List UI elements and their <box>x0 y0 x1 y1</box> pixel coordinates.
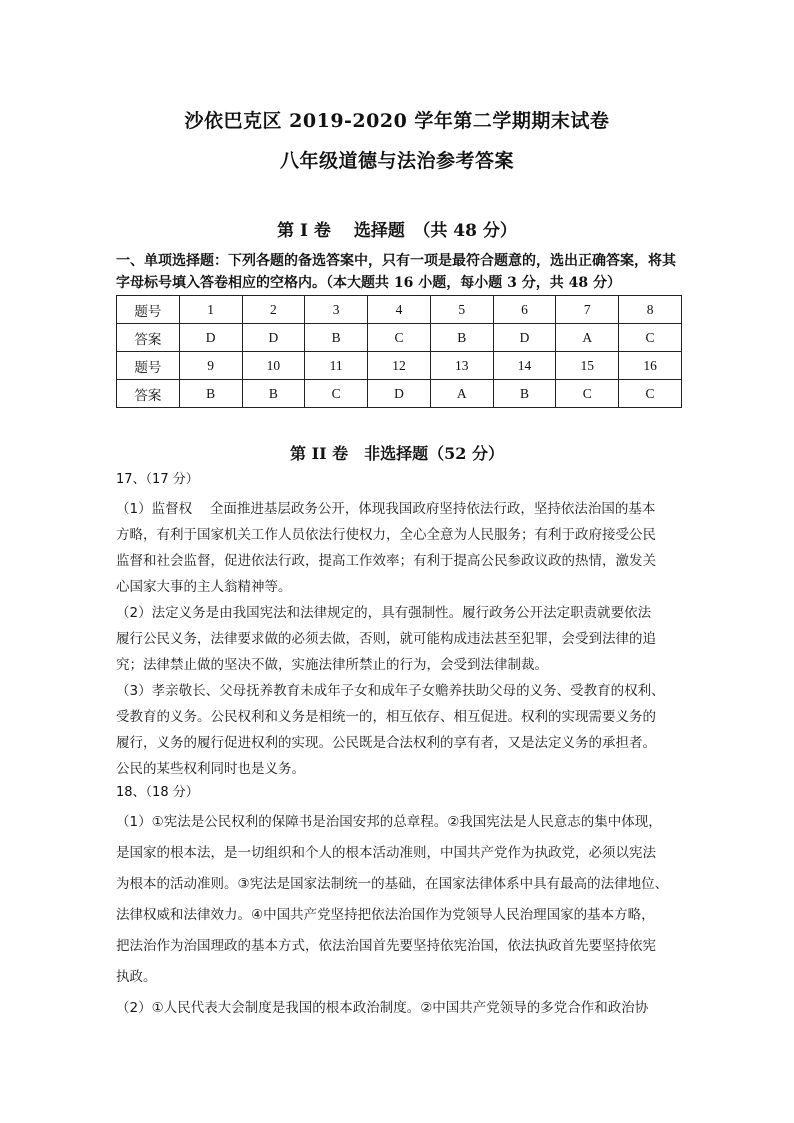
answer-line: 为根本的活动准则。③宪法是国家法制统一的基础，在国家法律体系中具有最高的法律地位、 <box>116 876 669 892</box>
answer-line: （1）监督权 全面推进基层政务公开，体现我国政府坚持依法行政，坚持依法治国的基本 <box>116 501 656 517</box>
answer-cell: C <box>368 324 431 352</box>
question-number: 16 <box>619 352 682 380</box>
answer-line: 究；法律禁止做的坚决不做，实施法律所禁止的行为，会受到法律制裁。 <box>116 657 548 673</box>
answer-cell: B <box>179 380 242 408</box>
answer-line: 法律权威和法律效力。④中国共产党坚持把依法治国作为党领导人民治理国家的基本方略， <box>116 907 655 923</box>
row-label: 答案 <box>117 380 180 408</box>
answer-line: 监督和社会监督，促进依法行政，提高工作效率；有利于提高公民参政议政的热情，激发关 <box>116 553 656 569</box>
answer-line: 把法治作为治国理政的基本方式，依法治国首先要坚持依宪治国，依法执政首先要坚持依宪 <box>116 938 656 954</box>
question-number: 1 <box>179 296 242 324</box>
answer-cell: C <box>305 380 368 408</box>
table-row <box>117 352 682 380</box>
question-17-answer <box>116 496 680 782</box>
answer-line: 公民的某些权利同时也是义务。 <box>116 761 305 777</box>
answer-cell: D <box>368 380 431 408</box>
answer-cell: B <box>242 380 305 408</box>
question-number: 9 <box>179 352 242 380</box>
question-number: 5 <box>430 296 493 324</box>
answer-line: （2）法定义务是由我国宪法和法律规定的，具有强制性。履行政务公开法定职责就要依法 <box>116 605 652 621</box>
answer-cell: B <box>493 380 556 408</box>
part2-heading: 第 II 卷 非选择题（52 分） <box>290 444 504 463</box>
answer-cell: A <box>430 380 493 408</box>
question-17-label: 17、（17 分） <box>116 472 199 487</box>
table-row <box>117 296 682 324</box>
answer-cell: C <box>619 324 682 352</box>
answer-cell: C <box>619 380 682 408</box>
question-number: 6 <box>493 296 556 324</box>
answer-line: 履行，义务的履行促进权利的实现。公民既是合法权利的享有者，又是法定义务的承担者。 <box>116 735 656 751</box>
question-number: 4 <box>368 296 431 324</box>
answer-line: 执政。 <box>116 969 157 985</box>
question-number: 12 <box>368 352 431 380</box>
question-number: 8 <box>619 296 682 324</box>
answer-cell: C <box>556 380 619 408</box>
answer-cell: D <box>179 324 242 352</box>
question-number: 11 <box>305 352 368 380</box>
question-number: 3 <box>305 296 368 324</box>
row-label: 题号 <box>117 296 180 324</box>
answer-line: （1）①宪法是公民权利的保障书是治国安邦的总章程。②我国宪法是人民意志的集中体现， <box>116 814 662 830</box>
document-title: 沙依巴克区 2019-2020 学年第二学期期末试卷 <box>184 110 610 132</box>
question-number: 15 <box>556 352 619 380</box>
row-label: 答案 <box>117 324 180 352</box>
answer-cell: B <box>305 324 368 352</box>
table-row <box>117 380 682 408</box>
answer-line: 是国家的根本法，是一切组织和个人的根本活动准则，中国共产党作为执政党，必须以宪法 <box>116 845 656 861</box>
part1-instruction: 一、单项选择题：下列各题的备选答案中，只有一项是最符合题意的，选出正确答案，将其字母标号填入答卷相应的空格内。（本大题共 16 小题，每小题 3 分，共 48 分） <box>116 253 676 291</box>
answer-line: 受教育的义务。公民权利和义务是相统一的，相互依存、相互促进。权利的实现需要义务的 <box>116 709 656 725</box>
question-number: 2 <box>242 296 305 324</box>
question-18-label: 18、（18 分） <box>116 785 199 800</box>
answer-line: 方略，有利于国家机关工作人员依法行使权力，全心全意为人民服务；有利于政府接受公民 <box>116 527 656 543</box>
answer-cell: D <box>242 324 305 352</box>
row-label: 题号 <box>117 352 180 380</box>
answer-cell: B <box>430 324 493 352</box>
question-number: 7 <box>556 296 619 324</box>
document-subtitle: 八年级道德与法治参考答案 <box>279 150 514 172</box>
question-18-answer <box>116 807 680 1024</box>
question-number: 13 <box>430 352 493 380</box>
answer-cell: A <box>556 324 619 352</box>
table-row <box>117 324 682 352</box>
question-number: 14 <box>493 352 556 380</box>
answer-line: （3）孝亲敬长、父母抚养教育未成年子女和成年子女赡养扶助父母的义务、受教育的权利、 <box>116 683 665 699</box>
answer-line: 履行公民义务，法律要求做的必须去做，否则，就可能构成违法甚至犯罪，会受到法律的追 <box>116 631 656 647</box>
question-number: 10 <box>242 352 305 380</box>
answer-table <box>116 295 682 408</box>
answer-line: 心国家大事的主人翁精神等。 <box>116 579 292 595</box>
answer-line: （2）①人民代表大会制度是我国的根本政治制度。②中国共产党领导的多党合作和政治协 <box>116 1000 649 1016</box>
part1-heading: 第 I 卷 选择题 （共 48 分） <box>277 221 517 241</box>
answer-cell: D <box>493 324 556 352</box>
